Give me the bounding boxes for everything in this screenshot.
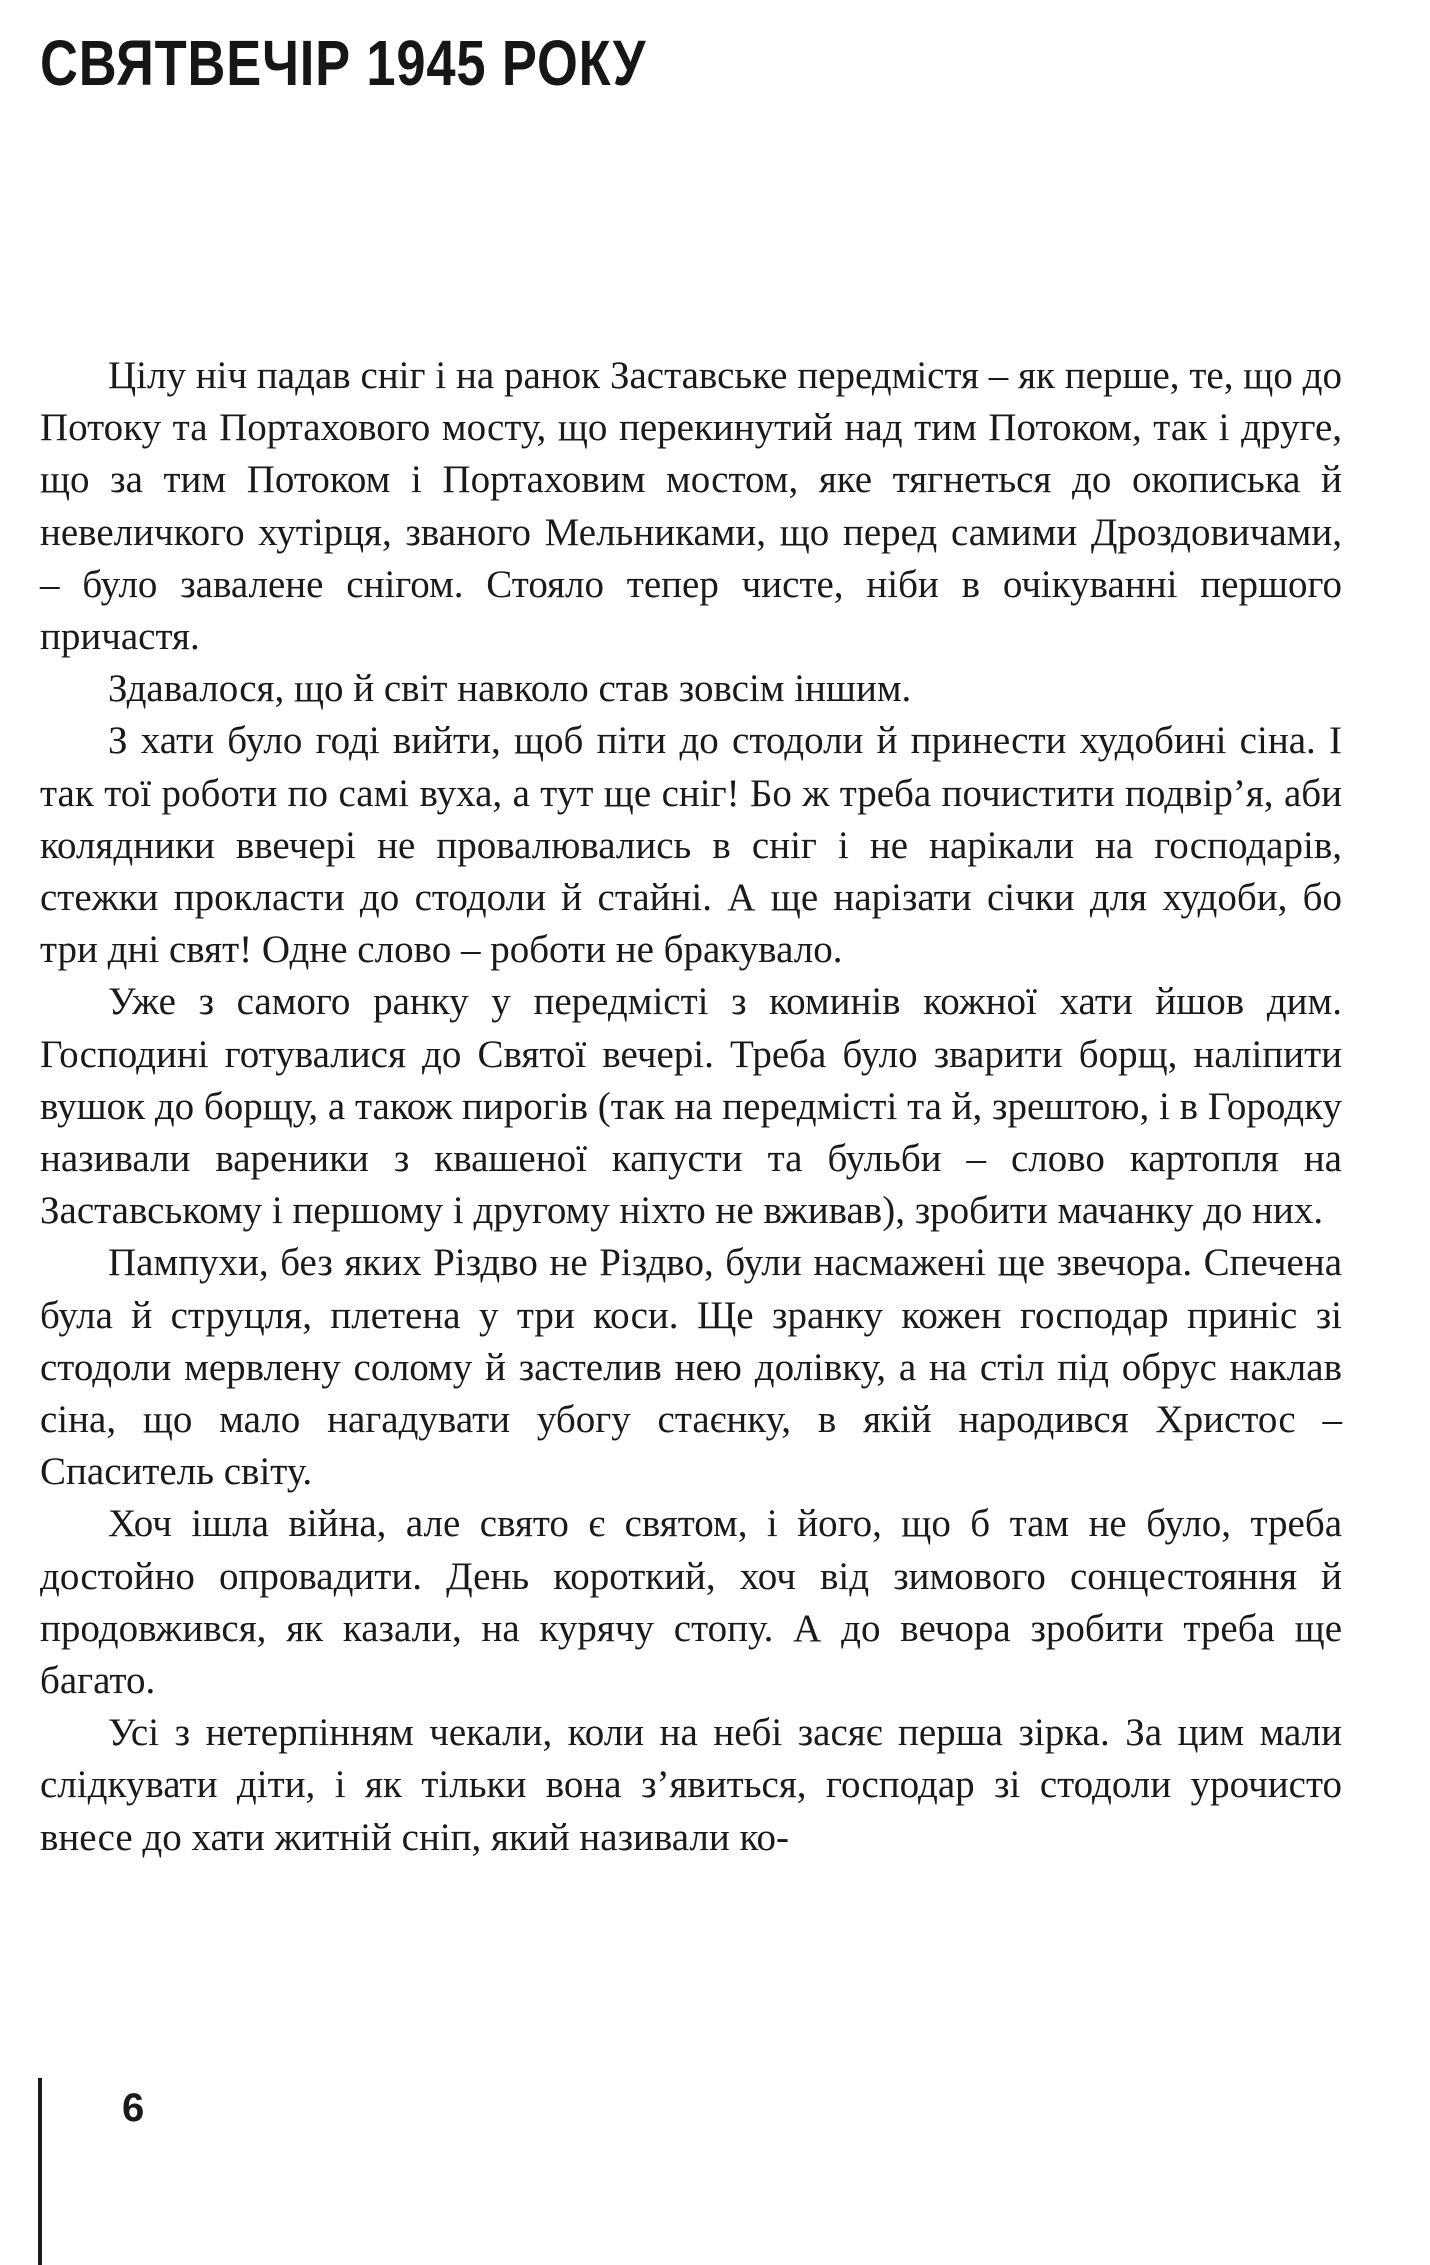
paragraph: Цілу ніч падав сніг і на ранок Заставське передмістя – як перше, те, що до Потоку та Портахового мосту, що перекинутий над тим Потоком, так і друге, що за тим Потоком і Портаховим мостом, яке тягнеться до окописька й невеличкого хутірця, званого Мельниками, що перед самими Дроздовичами, – було завалене снігом. Стояло тепер чисте, ніби в очікуванні першого причастя.: [40, 354, 1342, 659]
paragraph: Усі з нетерпінням чекали, коли на небі засяє перша зірка. За цим мали слідкувати діти, і як тільки вона з’явиться, господар зі стодоли урочисто внесе до хати житній сніп, який називали ко-: [40, 1711, 1342, 1859]
chapter-title: СВЯТВЕЧІР 1945 РОКУ: [40, 27, 647, 99]
paragraph: Пампухи, без яких Різдво не Різдво, були насмажені ще звечора. Спечена була й струцля, плетена у три коси. Ще зранку кожен господар приніс зі стодоли мервлену солому й застелив нею долівку, а на стіл під обрус наклав сіна, що мало нагадувати убогу стаєнку, в якій народився Христос – Спаситель світу.: [40, 1241, 1342, 1494]
page-number: 6: [122, 2086, 145, 2130]
paragraph: Уже з самого ранку у передмісті з коминів кожної хати йшов дим. Господині готувалися до Святої вечері. Треба було зварити борщ, наліпити вушок до борщу, а також пирогів (так на передмісті та й, зрештою, і в Городку називали вареники з квашеної капусти та бульби – слово картопля на Заставському і першому і другому ніхто не вживав), зробити мачанку до них.: [40, 980, 1342, 1233]
paragraph: З хати було годі вийти, щоб піти до стодоли й принести худобині сіна. І так тої роботи по самі вуха, а тут ще сніг! Бо ж треба почистити подвір’я, аби колядники ввечері не провалювались в сніг і не нарікали на господарів, стежки прокласти до стодоли й стайні. А ще нарізати січки для худоби, бо три дні свят! Одне слово – роботи не бракувало.: [40, 719, 1342, 972]
margin-rule: [38, 2078, 42, 2265]
body-text: [40, 350, 1342, 1864]
paragraph: Здавалося, що й світ навколо став зовсім іншим.: [108, 667, 912, 711]
paragraph: Хоч ішла війна, але свято є святом, і його, що б там не було, треба достойно опровадити. День короткий, хоч від зимового сонцестояння й продовжився, як казали, на курячу стопу. А до вечора зробити треба ще багато.: [40, 1502, 1342, 1703]
